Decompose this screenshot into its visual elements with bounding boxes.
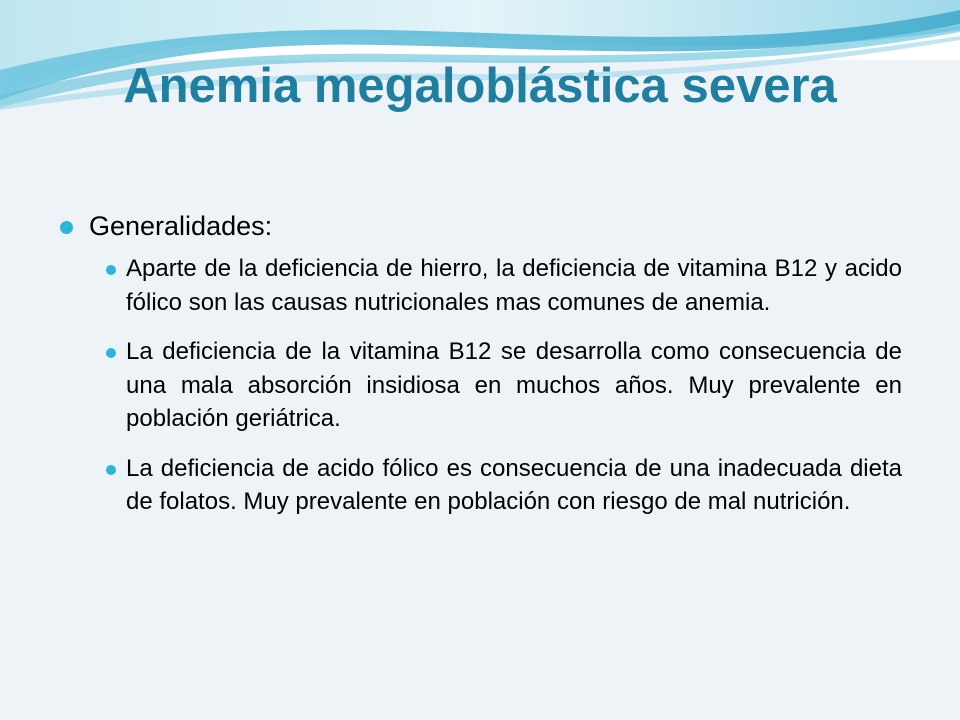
heading-item bbox=[60, 206, 902, 246]
bullet-icon bbox=[106, 465, 116, 475]
content-body bbox=[60, 206, 902, 535]
list-item bbox=[106, 252, 902, 319]
list-item-text: La deficiencia de la vitamina B12 se desarrolla como consecuencia de una mala absorción insidiosa en muchos años. Muy prevalente en población geriátrica. bbox=[126, 338, 902, 432]
slide-title: Anemia megaloblástica severa bbox=[123, 59, 837, 113]
bullet-icon bbox=[106, 265, 116, 275]
list-item-text: Aparte de la deficiencia de hierro, la deficiencia de vitamina B12 y acido fólico son las causas nutricionales mas comunes de anemia. bbox=[126, 255, 902, 316]
list-item-text: La deficiencia de acido fólico es consecuencia de una inadecuada dieta de folatos. Muy prevalente en población con riesgo de mal nutrición. bbox=[126, 454, 902, 515]
list-item bbox=[106, 335, 902, 436]
heading-text: Generalidades: bbox=[89, 211, 273, 241]
bullet-icon bbox=[60, 221, 73, 234]
list-item bbox=[106, 452, 902, 519]
bullet-icon bbox=[106, 348, 116, 358]
